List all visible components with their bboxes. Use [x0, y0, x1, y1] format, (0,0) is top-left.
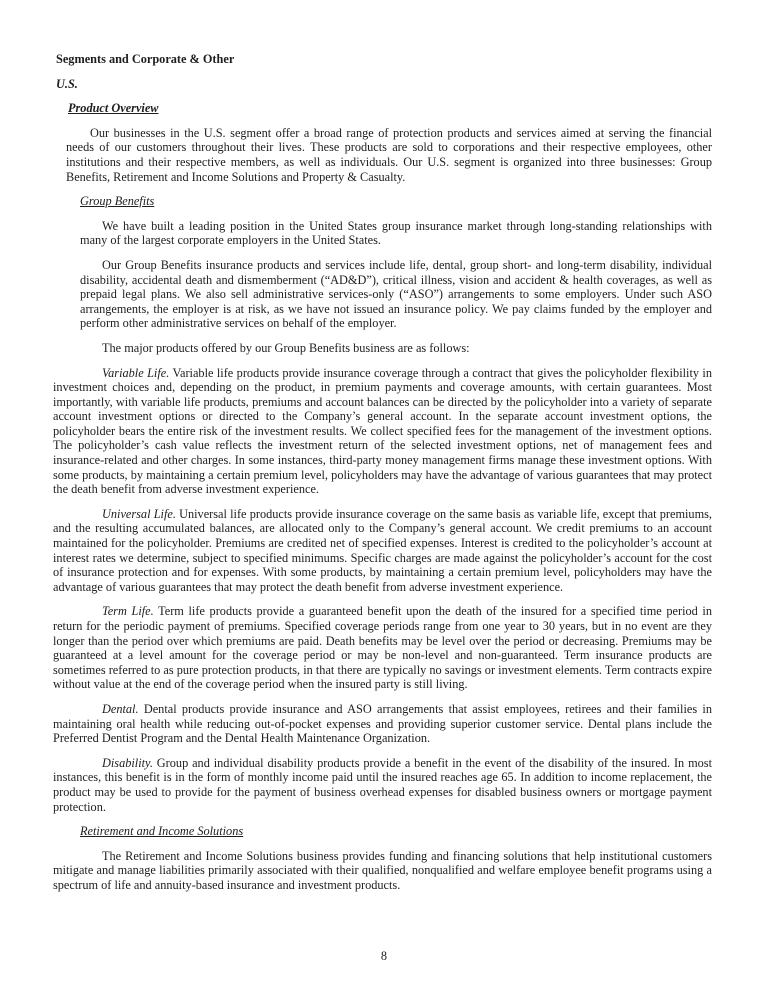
- paragraph-disability-lead-in: Disability.: [102, 755, 153, 770]
- paragraph-disability: Disability. Group and individual disability products provide a benefit in the event of the disability of the insured. In most instances, this benefit is in the form of monthly income paid until the insured reaches age 65. In addition to income replacement, the product may be used to provide for the payment of business overhead expenses for disabled business owners or mortgage payment protection.: [53, 755, 712, 814]
- paragraph-universal-life-lead-in: Universal Life.: [102, 506, 176, 521]
- paragraph-dental-lead-in: Dental.: [102, 701, 139, 716]
- heading-group-benefits: Group Benefits: [80, 194, 155, 209]
- page-footer: [0, 949, 768, 964]
- paragraph-us-overview: Our businesses in the U.S. segment offer a broad range of protection products and services aimed at serving the financial needs of our customers throughout their lives. These products are sold to corporations and their respective employees, other institutions and their respective members, as well as individuals. Our U.S. segment is organized into three businesses: Group Benefits, Retirement and Income Solutions and Property & Casualty.: [66, 125, 712, 184]
- paragraph-group-benefits-position: We have built a leading position in the United States group insurance market through long-standing relationships with many of the largest corporate employers in the United States.: [80, 218, 712, 248]
- paragraph-dental: Dental. Dental products provide insurance and ASO arrangements that assist employees, retirees and their families in maintaining oral health while reducing out-of-pocket expenses and providing superior customer service. Dental plans include the Preferred Dentist Program and the Dental Health Maintenance Organization.: [53, 701, 712, 746]
- title-segments-and-corporate-other: Segments and Corporate & Other: [56, 52, 235, 66]
- page-number: 8: [380, 949, 388, 964]
- paragraph-variable-life-lead-in: Variable Life.: [102, 365, 170, 380]
- heading-product-overview: Product Overview: [68, 101, 159, 116]
- paragraph-term-life-lead-in: Term Life.: [102, 604, 154, 619]
- document-body: [53, 52, 712, 893]
- paragraph-major-products-intro: The major products offered by our Group Benefits business are as follows:: [102, 340, 470, 355]
- paragraph-variable-life: Variable Life. Variable life products provide insurance coverage through a contract that gives the policyholder flexibility in investment choices and, depending on the product, in premium payments and coverage amounts, with certain guarantees. Most importantly, with variable life products, premiums and account balances can be directed by the policyholder into a variety of separate account investment options or directed to the Company’s general account. In the separate account investment options, the policyholder bears the entire risk of the investment results. We collect specified fees for the management of the investment options. The policyholder’s cash value reflects the investment return of the selected investment options, net of management fees and insurance-related and other charges. In some instances, third-party money management firms manage these investment options. With some products, by maintaining a certain premium level, policyholders may have the advantage of various guarantees that may protect the death benefit from adverse investment experience.: [53, 365, 712, 497]
- heading-retirement-and-income-solutions: Retirement and Income Solutions: [80, 824, 244, 839]
- paragraph-group-benefits-products: Our Group Benefits insurance products and services include life, dental, group short- and long-term disability, individual disability, accidental death and dismemberment (“AD&D”), critical illness, vision and accident & health coverages, as well as prepaid legal plans. We also sell administrative services-only (“ASO”) arrangements to some employers. Under such ASO arrangements, the employer is at risk, as we have not issued an insurance policy. We pay claims funded by the employer and perform other administrative services on behalf of the employer.: [80, 257, 712, 331]
- paragraph-retirement-income-solutions: The Retirement and Income Solutions business provides funding and financing solutions that help institutional customers mitigate and manage liabilities primarily associated with their qualified, nonqualified and welfare employee benefit programs using a spectrum of life and annuity-based insurance and investment products.: [53, 848, 712, 892]
- paragraph-universal-life: Universal Life. Universal life products provide insurance coverage on the same basis as variable life, except that premiums, and the resulting accumulated balances, are allocated only to the Company’s general account. We credit premiums to an account maintained for the policyholder. Premiums are credited net of specified expenses. Interest is credited to the policyholder’s account at interest rates we determine, subject to specified minimums. Specific charges are made against the policyholder’s account for the cost of insurance protection and for expenses. With some products, by maintaining a certain premium level, policyholders may have the advantage of various guarantees that may protect the death benefit from adverse investment experience.: [53, 506, 712, 594]
- heading-us: U.S.: [56, 76, 78, 91]
- paragraph-term-life: Term Life. Term life products provide a guaranteed benefit upon the death of the insured for a specified time period in return for the periodic payment of premiums. Specified coverage periods range from one year to 30 years, but in no event are they longer than the period over which premiums are paid. Death benefits may be level over the period or decreasing. Premiums may be guaranteed at a level amount for the coverage period or may be non-level and non-guaranteed. Term insurance products are sometimes referred to as pure protection products, in that there are typically no savings or investment elements. Term contracts expire without value at the end of the coverage period when the insured party is still living.: [53, 604, 712, 692]
